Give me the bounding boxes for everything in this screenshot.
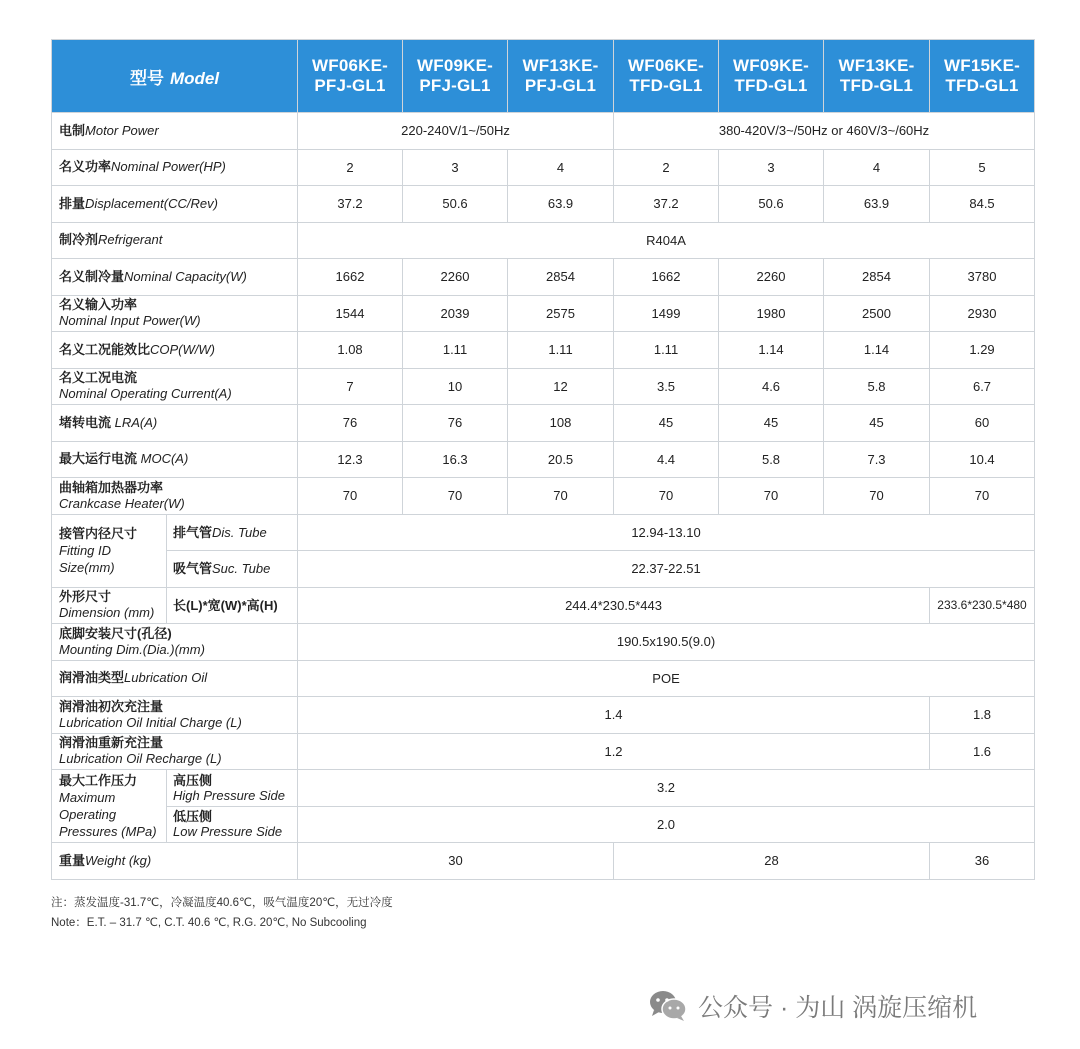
- cell-value: 3780: [930, 259, 1035, 296]
- row-label: 电制Motor Power: [52, 113, 298, 150]
- cell-value: 2575: [508, 295, 614, 332]
- cell-value: 1544: [298, 295, 403, 332]
- cell-value: 45: [824, 405, 930, 442]
- wechat-icon: [648, 988, 688, 1024]
- cell-value: 1.14: [824, 332, 930, 369]
- model-column-header: WF06KE- PFJ-GL1: [298, 40, 403, 113]
- model-header-en: Model: [169, 68, 220, 88]
- cell-value: 70: [930, 478, 1035, 515]
- cell-value: 1662: [298, 259, 403, 296]
- row-label: 名义工况能效比COP(W/W): [52, 332, 298, 369]
- header-row: [52, 40, 1035, 113]
- watermark-text: 公众号 · 为山 涡旋压缩机: [698, 994, 978, 1022]
- cell-value: 10.4: [930, 441, 1035, 478]
- cell-value: 5: [930, 149, 1035, 186]
- row-fitting-dis: [52, 514, 1035, 551]
- cell-value: 4.4: [614, 441, 719, 478]
- note-zh: 注：蒸发温度-31.7℃，冷凝温度40.6℃，吸气温度20℃，无过冷度: [51, 897, 393, 909]
- row-nominal-input-power: [52, 295, 1035, 332]
- row-label: 名义输入功率 Nominal Input Power(W): [52, 295, 298, 332]
- row-displacement: [52, 186, 1035, 223]
- cell-value: 3.2: [298, 770, 1035, 807]
- cell-value: 2.0: [298, 806, 1035, 843]
- cell-value: 2: [614, 149, 719, 186]
- sub-label: 长(L)*宽(W)*高(H): [167, 587, 298, 624]
- cell-value: 50.6: [719, 186, 824, 223]
- row-oil-initial: [52, 697, 1035, 734]
- cell-value: 70: [824, 478, 930, 515]
- cell-value: 16.3: [403, 441, 508, 478]
- cell-value: 7.3: [824, 441, 930, 478]
- cell-value: 45: [719, 405, 824, 442]
- cell-value: 5.8: [719, 441, 824, 478]
- row-label: 名义工况电流 Nominal Operating Current(A): [52, 368, 298, 405]
- row-weight: [52, 843, 1035, 880]
- row-refrigerant: [52, 222, 1035, 259]
- row-label: 名义制冷量Nominal Capacity(W): [52, 259, 298, 296]
- row-lubrication-oil: [52, 660, 1035, 697]
- cell-value: 244.4*230.5*443: [298, 587, 930, 624]
- cell-value: 2260: [719, 259, 824, 296]
- cell-value: 4: [508, 149, 614, 186]
- cell-value: 36: [930, 843, 1035, 880]
- spec-table: [51, 39, 1035, 880]
- cell-value: 70: [508, 478, 614, 515]
- cell-value: 220-240V/1~/50Hz: [298, 113, 614, 150]
- row-cop: [52, 332, 1035, 369]
- cell-value: 60: [930, 405, 1035, 442]
- cell-value: 70: [403, 478, 508, 515]
- cell-value: 45: [614, 405, 719, 442]
- row-label: 曲轴箱加热器功率 Crankcase Heater(W): [52, 478, 298, 515]
- cell-value: 2039: [403, 295, 508, 332]
- cell-value: 190.5x190.5(9.0): [298, 624, 1035, 661]
- cell-value: 4.6: [719, 368, 824, 405]
- cell-value: 30: [298, 843, 614, 880]
- row-nominal-capacity: [52, 259, 1035, 296]
- row-label: 外形尺寸 Dimension (mm): [52, 587, 167, 624]
- row-label: 最大工作压力 Maximum Operating Pressures (MPa): [52, 770, 167, 843]
- model-column-header: WF09KE- TFD-GL1: [719, 40, 824, 113]
- cell-value: 50.6: [403, 186, 508, 223]
- cell-value: 1499: [614, 295, 719, 332]
- cell-value: 12: [508, 368, 614, 405]
- cell-value: 3: [719, 149, 824, 186]
- cell-value: 4: [824, 149, 930, 186]
- cell-value: 12.3: [298, 441, 403, 478]
- cell-value: 2260: [403, 259, 508, 296]
- row-label: 排量Displacement(CC/Rev): [52, 186, 298, 223]
- row-fitting-suc: [52, 551, 1035, 588]
- cell-value: 76: [298, 405, 403, 442]
- watermark: [648, 988, 977, 1024]
- cell-value: 1.14: [719, 332, 824, 369]
- row-label: 底脚安装尺寸(孔径) Mounting Dim.(Dia.)(mm): [52, 624, 298, 661]
- cell-value: 10: [403, 368, 508, 405]
- row-label: 名义功率Nominal Power(HP): [52, 149, 298, 186]
- cell-value: 3.5: [614, 368, 719, 405]
- cell-value: R404A: [298, 222, 1035, 259]
- row-lra: [52, 405, 1035, 442]
- row-label: 重量Weight (kg): [52, 843, 298, 880]
- cell-value: 2930: [930, 295, 1035, 332]
- row-label: 制冷剂Refrigerant: [52, 222, 298, 259]
- cell-value: 233.6*230.5*480: [930, 587, 1035, 624]
- cell-value: 2854: [824, 259, 930, 296]
- cell-value: 1.11: [403, 332, 508, 369]
- row-label: 最大运行电流 MOC(A): [52, 441, 298, 478]
- cell-value: 22.37-22.51: [298, 551, 1035, 588]
- row-motor-power: [52, 113, 1035, 150]
- cell-value: 1662: [614, 259, 719, 296]
- note-en: Note：E.T. – 31.7 ℃, C.T. 40.6 ℃, R.G. 20℃, No Subcooling: [51, 917, 367, 929]
- cell-value: 7: [298, 368, 403, 405]
- model-header-zh: 型号: [129, 68, 164, 88]
- cell-value: 1.4: [298, 697, 930, 734]
- cell-value: 1.6: [930, 733, 1035, 770]
- cell-value: 76: [403, 405, 508, 442]
- row-mounting: [52, 624, 1035, 661]
- cell-value: 1.11: [508, 332, 614, 369]
- cell-value: 3: [403, 149, 508, 186]
- row-label: 堵转电流 LRA(A): [52, 405, 298, 442]
- row-nominal-power: [52, 149, 1035, 186]
- sub-label: 吸气管Suc. Tube: [167, 551, 298, 588]
- cell-value: 380-420V/3~/50Hz or 460V/3~/60Hz: [614, 113, 1035, 150]
- footnotes: [51, 893, 393, 933]
- cell-value: 1980: [719, 295, 824, 332]
- sub-label: 排气管Dis. Tube: [167, 514, 298, 551]
- cell-value: 28: [614, 843, 930, 880]
- cell-value: 108: [508, 405, 614, 442]
- row-dimension: [52, 587, 1035, 624]
- row-label: 润滑油初次充注量 Lubrication Oil Initial Charge (L): [52, 697, 298, 734]
- cell-value: 1.8: [930, 697, 1035, 734]
- cell-value: 37.2: [614, 186, 719, 223]
- row-operating-current: [52, 368, 1035, 405]
- cell-value: 6.7: [930, 368, 1035, 405]
- row-label: 润滑油重新充注量 Lubrication Oil Recharge (L): [52, 733, 298, 770]
- model-column-header: WF09KE- PFJ-GL1: [403, 40, 508, 113]
- cell-value: 1.11: [614, 332, 719, 369]
- cell-value: 1.08: [298, 332, 403, 369]
- cell-value: 20.5: [508, 441, 614, 478]
- cell-value: 70: [719, 478, 824, 515]
- cell-value: 12.94-13.10: [298, 514, 1035, 551]
- cell-value: 2500: [824, 295, 930, 332]
- cell-value: 2854: [508, 259, 614, 296]
- cell-value: 63.9: [508, 186, 614, 223]
- row-label: 润滑油类型Lubrication Oil: [52, 660, 298, 697]
- row-oil-recharge: [52, 733, 1035, 770]
- model-column-header: WF13KE- TFD-GL1: [824, 40, 930, 113]
- sub-label: 高压侧 High Pressure Side: [167, 770, 298, 807]
- row-max-pressure-high: [52, 770, 1035, 807]
- row-moc: [52, 441, 1035, 478]
- row-label: 接管内径尺寸 Fitting ID Size(mm): [52, 514, 167, 587]
- cell-value: 84.5: [930, 186, 1035, 223]
- model-column-header: WF15KE- TFD-GL1: [930, 40, 1035, 113]
- cell-value: 2: [298, 149, 403, 186]
- row-crankcase-heater: [52, 478, 1035, 515]
- cell-value: 1.29: [930, 332, 1035, 369]
- model-column-header: WF06KE- TFD-GL1: [614, 40, 719, 113]
- model-column-header: WF13KE- PFJ-GL1: [508, 40, 614, 113]
- sub-label: 低压侧 Low Pressure Side: [167, 806, 298, 843]
- cell-value: 1.2: [298, 733, 930, 770]
- model-header: [52, 40, 298, 113]
- cell-value: 5.8: [824, 368, 930, 405]
- cell-value: 63.9: [824, 186, 930, 223]
- cell-value: POE: [298, 660, 1035, 697]
- row-max-pressure-low: [52, 806, 1035, 843]
- cell-value: 70: [298, 478, 403, 515]
- cell-value: 70: [614, 478, 719, 515]
- cell-value: 37.2: [298, 186, 403, 223]
